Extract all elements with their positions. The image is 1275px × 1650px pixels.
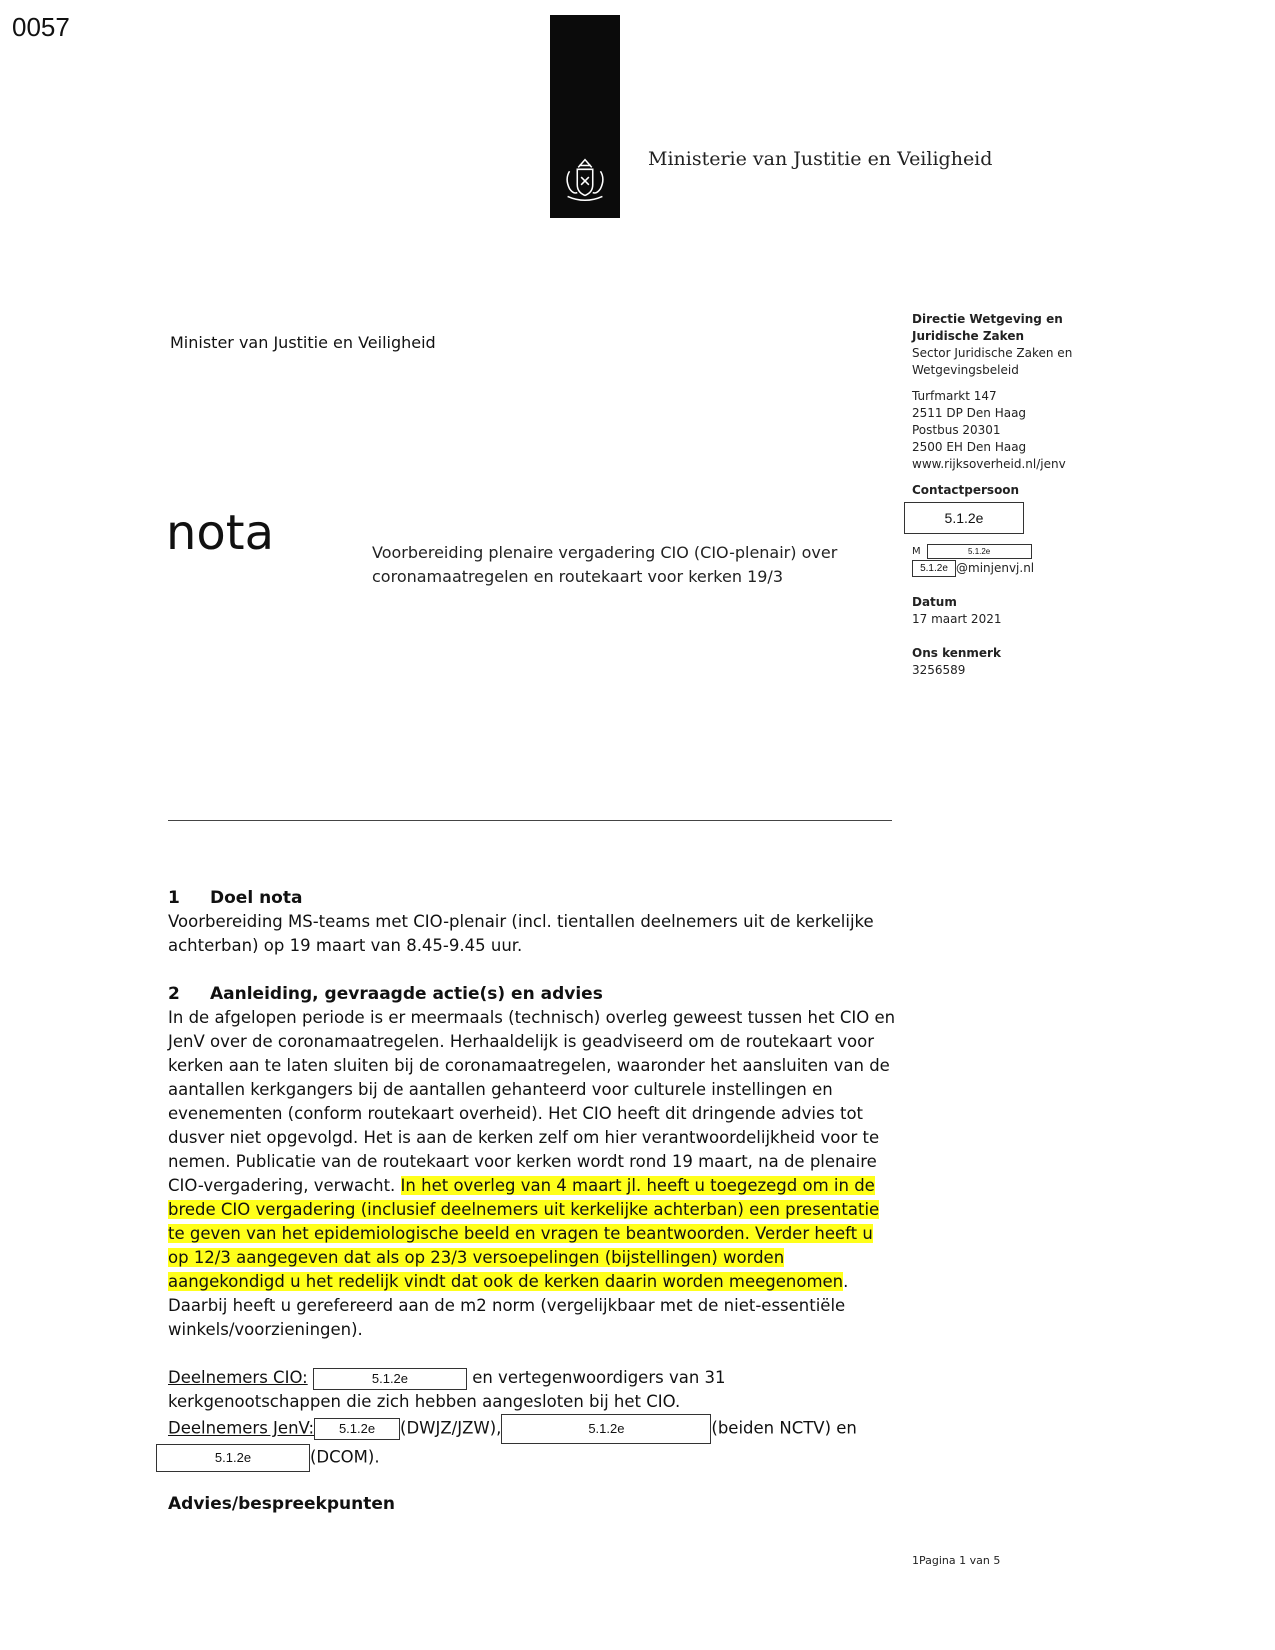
redaction-box: 5.1.2e (501, 1414, 711, 1444)
section-heading (168, 886, 898, 910)
ministry-logo (550, 15, 620, 218)
ministry-name: Ministerie van Justitie en Veiligheid (648, 148, 993, 170)
sidebar-info (912, 311, 1157, 679)
sector-name: Wetgevingsbeleid (912, 363, 1019, 377)
email-domain: @minjenvj.nl (956, 561, 1035, 575)
contact-label: Contactpersoon (912, 483, 1020, 497)
email-redaction: 5.1.2e (912, 560, 956, 577)
participants-jenv-text: (DWJZ/JZW), (400, 1418, 502, 1438)
section-text: Voorbereiding MS-teams met CIO-plenair (incl. tientallen deelnemers uit de kerkelijke achterban) op 19 maart van 8.45-9.45 uur. (168, 912, 874, 955)
participants-jenv-cont (156, 1444, 898, 1472)
redaction-box: 5.1.2e (314, 1418, 400, 1440)
address-line: Postbus 20301 (912, 423, 1001, 437)
participants-jenv-text: (beiden NCTV) en (711, 1418, 857, 1438)
department-name: Directie Wetgeving en (912, 312, 1063, 326)
redaction-box: 5.1.2e (156, 1444, 310, 1472)
redaction-box: 5.1.2e (313, 1368, 467, 1390)
section-title: Aanleiding, gevraagde actie(s) en advies (210, 984, 603, 1004)
paragraph-text: In de afgelopen periode is er meermaals (technisch) overleg geweest tussen het CIO en JenV over de coronamaatregelen. Herhaaldelijk is geadviseerd om de routekaart voor kerken aan te laten sluiten bij de coronamaatregelen, waaronder het aansluiten van de aantallen kerkgangers bij de aantallen gehanteerd voor culturele instellingen en evenementen (conform routekaart overheid). Het CIO heeft dit dringende advies tot dusver niet opgevolgd. Het is aan de kerken zelf om hier verantwoordelijkheid voor te nemen. Publicatie van de routekaart voor kerken wordt rond 19 maart, na de plenaire CIO-vergadering, verwacht. (168, 1008, 896, 1195)
phone-prefix: M (912, 546, 921, 557)
highlighted-text: In het overleg van 4 maart jl. heeft u toegezegd om in de brede CIO vergadering (inclusief deelnemers uit kerkelijke achterban) een presentatie te geven van het epidemiologische beeld en vragen te beantwoorden. Verder heeft u op 12/3 aangegeven dat als op 23/3 versoepelingen (bijstellingen) worden aangekondigd u het redelijk vindt dat ook de kerken daarin worden meegenomen (168, 1176, 880, 1291)
subject (372, 541, 892, 589)
section-number: 1 (168, 888, 180, 908)
subject-line: Voorbereiding plenaire vergadering CIO (CIO-plenair) over (372, 543, 838, 562)
participants-jenv (168, 1414, 898, 1444)
participants-jenv-label: Deelnemers JenV: (168, 1418, 315, 1438)
document-type: nota (166, 505, 275, 561)
address-line: Turfmarkt 147 (912, 389, 997, 403)
advice-heading: Advies/bespreekpunten (168, 1494, 395, 1514)
participants-jenv-text: (DCOM). (310, 1447, 380, 1467)
coat-of-arms-icon (556, 150, 614, 208)
participants-cio-text: en vertegenwoordigers van 31 kerkgenootschappen die zich hebben aangesloten bij het CIO. (168, 1368, 726, 1411)
section-number: 2 (168, 984, 180, 1004)
phone-redaction: 5.1.2e (927, 544, 1032, 559)
participants-cio (168, 1366, 898, 1414)
address-line: 2511 DP Den Haag (912, 406, 1027, 420)
date-value: 17 maart 2021 (912, 612, 1002, 626)
subject-line: coronamaatregelen en routekaart voor kerken 19/3 (372, 567, 783, 586)
recipient: Minister van Justitie en Veiligheid (170, 333, 436, 352)
reference-label: Ons kenmerk (912, 646, 1001, 660)
participants-cio-label: Deelnemers CIO: (168, 1368, 308, 1387)
date-label: Datum (912, 595, 957, 609)
section-heading (168, 982, 898, 1006)
paragraph-text: . Daarbij heeft u gerefereerd aan de m2 norm (vergelijkbaar met de niet-essentiële winkels/voorzieningen). (168, 1272, 849, 1339)
reference-value: 3256589 (912, 663, 966, 677)
address-line: 2500 EH Den Haag (912, 440, 1027, 454)
divider (168, 820, 892, 821)
section-paragraph (168, 1006, 898, 1342)
department-name: Juridische Zaken (912, 329, 1024, 343)
contact-redaction: 5.1.2e (904, 502, 1024, 534)
sector-name: Sector Juridische Zaken en (912, 346, 1073, 360)
section-title: Doel nota (210, 888, 303, 908)
website-link[interactable]: www.rijksoverheid.nl/jenv (912, 457, 1066, 471)
document-body (168, 886, 898, 1516)
page-number-stamp: 0057 (12, 12, 70, 42)
page-footer: 1Pagina 1 van 5 (912, 1554, 1001, 1567)
